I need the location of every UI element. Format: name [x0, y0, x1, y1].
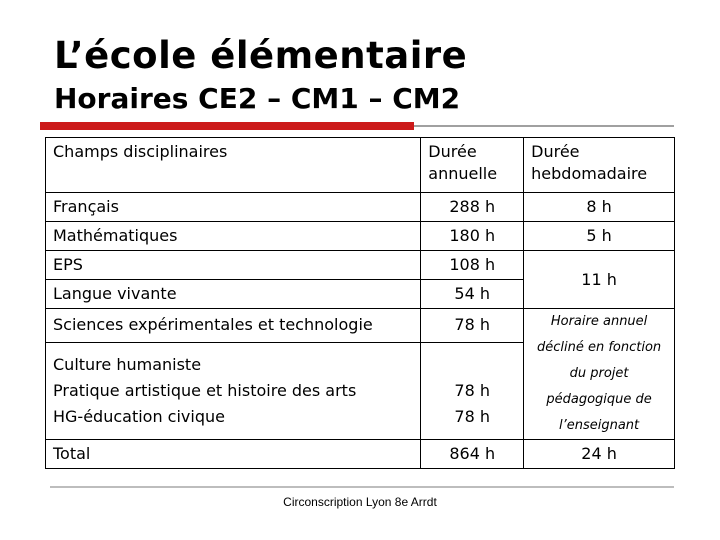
note-line: du projet — [569, 366, 629, 381]
total-label-cell: Total — [46, 440, 421, 469]
schedule-table — [45, 137, 675, 469]
header-annual — [421, 138, 524, 193]
table-row-francais — [46, 193, 675, 222]
culture-line1: Culture humaniste — [53, 354, 202, 374]
table-header-row — [46, 138, 675, 193]
discipline-cell: Langue vivante — [46, 280, 421, 309]
discipline-cell: Français — [46, 193, 421, 222]
header-disciplines: Champs disciplinaires — [46, 138, 421, 193]
note-line: décliné en fonction — [536, 340, 662, 355]
annual-cell — [421, 342, 524, 439]
annual-line2: 78 h — [454, 380, 490, 400]
header-annual-line1: Durée — [428, 142, 477, 161]
discipline-cell: Mathématiques — [46, 222, 421, 251]
annual-cell: 54 h — [421, 280, 524, 309]
footer-rule — [50, 486, 674, 488]
annual-cell: 78 h — [421, 309, 524, 343]
culture-line3: HG-éducation civique — [53, 406, 225, 426]
slide-title: L’école élémentaire — [54, 34, 468, 77]
annual-cell: 180 h — [421, 222, 524, 251]
weekly-cell: 8 h — [524, 193, 675, 222]
annual-spacer — [428, 352, 516, 378]
merged-weekly-cell: 11 h — [524, 251, 675, 309]
header-annual-line2: annuelle — [428, 164, 498, 183]
table-row-total — [46, 440, 675, 469]
note-line: Horaire annuel — [550, 314, 648, 329]
accent-rule-red — [40, 122, 414, 130]
accent-rule-gray — [414, 125, 674, 127]
culture-line2: Pratique artistique et histoire des arts — [53, 380, 357, 400]
header-weekly-line1: Durée — [531, 142, 580, 161]
annual-cell: 288 h — [421, 193, 524, 222]
note-line: l’enseignant — [558, 418, 640, 433]
total-weekly-cell: 24 h — [524, 440, 675, 469]
discipline-cell: Sciences expérimentales et technologie — [46, 309, 421, 343]
header-weekly-line2: hebdomadaire — [531, 164, 648, 183]
header-weekly — [524, 138, 675, 193]
weekly-cell: 5 h — [524, 222, 675, 251]
total-annual-cell: 864 h — [421, 440, 524, 469]
annual-line3: 78 h — [454, 406, 490, 426]
slide-subtitle: Horaires CE2 – CM1 – CM2 — [54, 82, 461, 115]
note-line: pédagogique de — [546, 392, 652, 407]
footer-text: Circonscription Lyon 8e Arrdt — [283, 495, 437, 509]
discipline-cell: EPS — [46, 251, 421, 280]
merged-note-cell — [524, 309, 675, 440]
table-row-eps — [46, 251, 675, 280]
table-row-maths — [46, 222, 675, 251]
discipline-cell — [46, 342, 421, 439]
annual-cell: 108 h — [421, 251, 524, 280]
table-row-sciences — [46, 309, 675, 343]
